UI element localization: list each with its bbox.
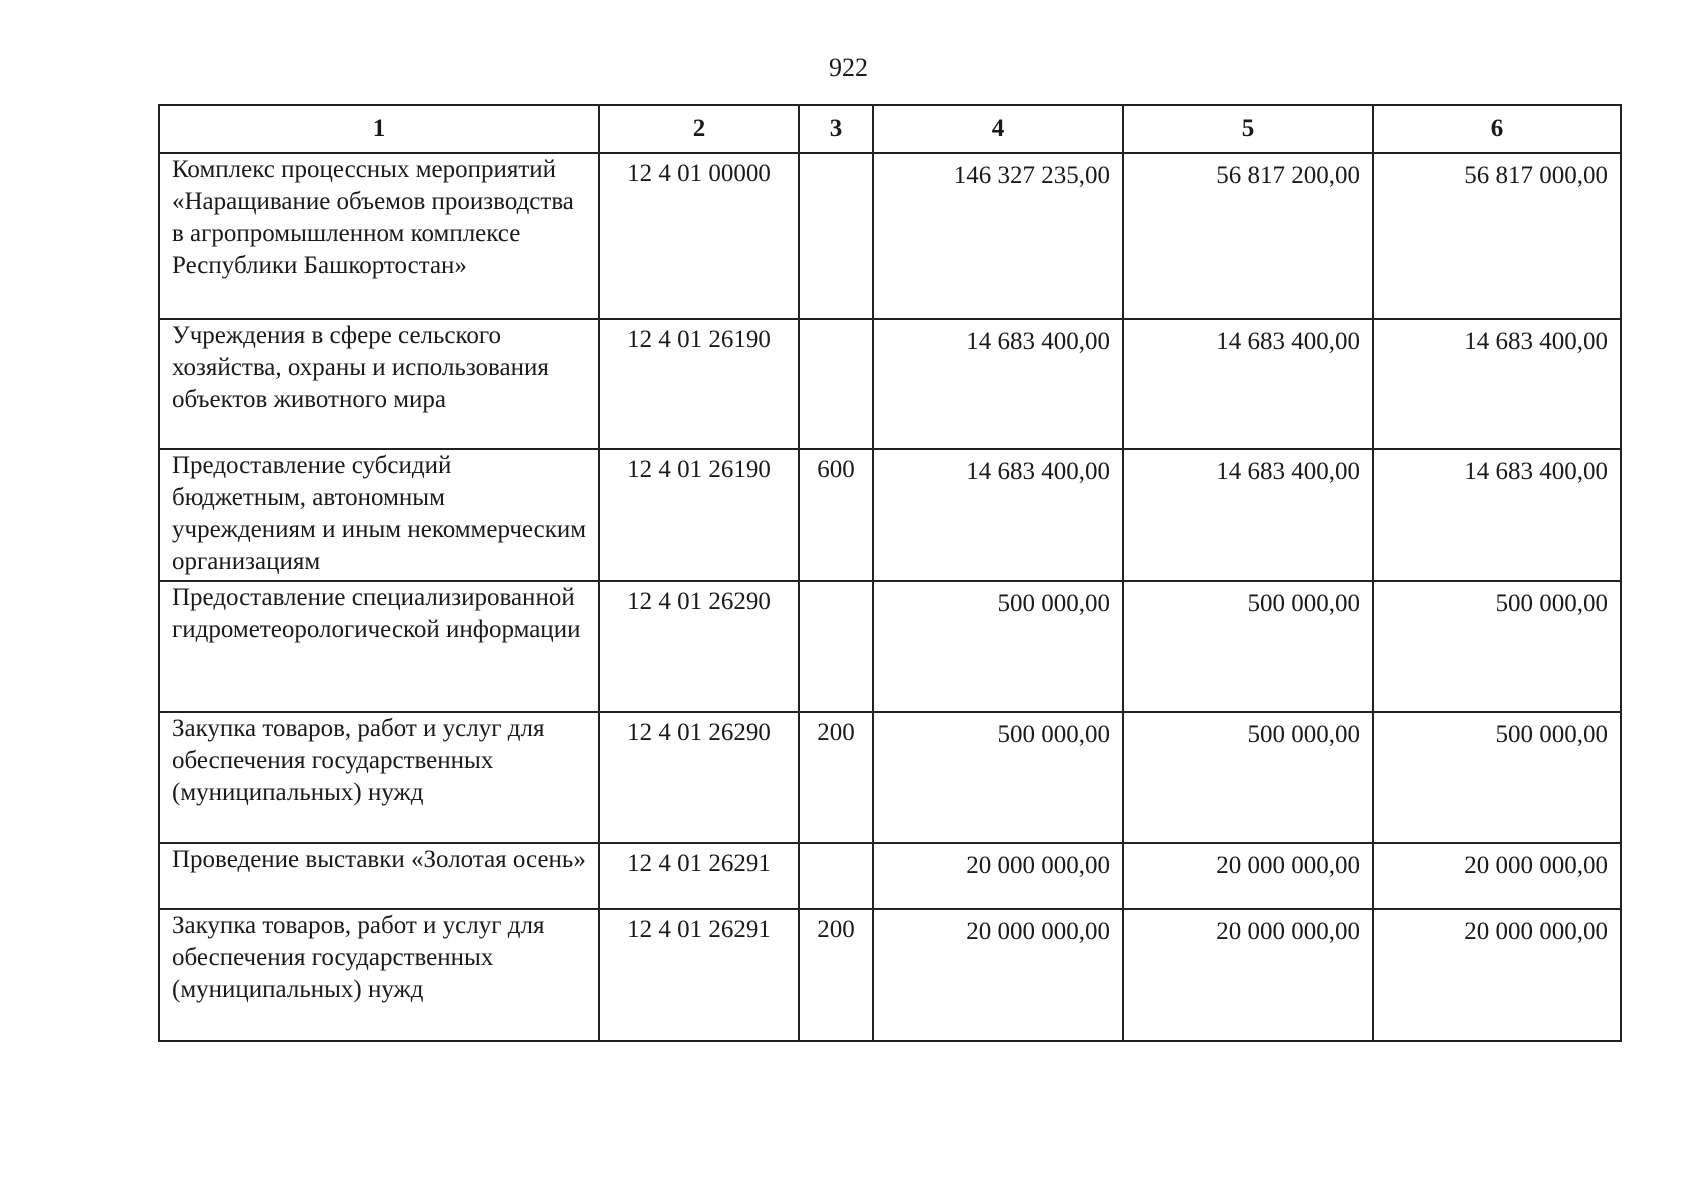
row-amount-2: 500 000,00 <box>1123 581 1373 712</box>
row-amount-1: 146 327 235,00 <box>873 153 1123 319</box>
row-amount-2: 56 817 200,00 <box>1123 153 1373 319</box>
column-header-6: 6 <box>1373 105 1621 153</box>
row-name-cell: Предоставление специализированной гидрометеорологической информации <box>159 581 599 712</box>
table-row <box>159 581 1621 712</box>
row-amount-2: 20 000 000,00 <box>1123 843 1373 909</box>
row-code-cell: 12 4 01 26291 <box>599 909 799 1041</box>
column-header-4: 4 <box>873 105 1123 153</box>
row-name-cell: Закупка товаров, работ и услуг для обеспечения государственных (муниципальных) нужд <box>159 712 599 843</box>
row-type-cell <box>799 319 873 449</box>
table-row <box>159 319 1621 449</box>
page-number: 922 <box>829 53 868 82</box>
row-amount-1: 20 000 000,00 <box>873 909 1123 1041</box>
row-code-cell: 12 4 01 00000 <box>599 153 799 319</box>
column-header-2: 2 <box>599 105 799 153</box>
table-header-row <box>159 105 1621 153</box>
row-type-cell <box>799 153 873 319</box>
row-type-cell: 600 <box>799 449 873 581</box>
row-code-cell: 12 4 01 26291 <box>599 843 799 909</box>
row-amount-2: 14 683 400,00 <box>1123 449 1373 581</box>
row-type-cell: 200 <box>799 712 873 843</box>
column-header-1: 1 <box>159 105 599 153</box>
row-type-cell <box>799 581 873 712</box>
row-code-cell: 12 4 01 26290 <box>599 581 799 712</box>
row-type-cell <box>799 843 873 909</box>
table-row <box>159 909 1621 1041</box>
row-amount-3: 14 683 400,00 <box>1373 319 1621 449</box>
row-amount-3: 14 683 400,00 <box>1373 449 1621 581</box>
row-code-cell: 12 4 01 26190 <box>599 449 799 581</box>
table-row <box>159 712 1621 843</box>
row-amount-3: 56 817 000,00 <box>1373 153 1621 319</box>
table-row <box>159 153 1621 319</box>
row-code-cell: 12 4 01 26190 <box>599 319 799 449</box>
row-amount-1: 20 000 000,00 <box>873 843 1123 909</box>
row-name-cell: Закупка товаров, работ и услуг для обеспечения государственных (муниципальных) нужд <box>159 909 599 1041</box>
row-name-cell: Предоставление субсидий бюджетным, автономным учреждениям и иным некоммерческим организациям <box>159 449 599 581</box>
column-header-5: 5 <box>1123 105 1373 153</box>
table-row <box>159 449 1621 581</box>
row-amount-3: 500 000,00 <box>1373 712 1621 843</box>
row-amount-2: 14 683 400,00 <box>1123 319 1373 449</box>
row-name-cell: Проведение выставки «Золотая осень» <box>159 843 599 909</box>
row-amount-3: 500 000,00 <box>1373 581 1621 712</box>
budget-table <box>158 104 1622 1042</box>
row-amount-1: 500 000,00 <box>873 712 1123 843</box>
row-code-cell: 12 4 01 26290 <box>599 712 799 843</box>
row-name-cell: Учреждения в сфере сельского хозяйства, охраны и использования объектов животного мира <box>159 319 599 449</box>
row-amount-3: 20 000 000,00 <box>1373 909 1621 1041</box>
table-row <box>159 843 1621 909</box>
row-name-cell: Комплекс процессных мероприятий «Наращивание объемов производства в агропромышленном комплексе Республики Башкортостан» <box>159 153 599 319</box>
row-amount-1: 500 000,00 <box>873 581 1123 712</box>
row-type-cell: 200 <box>799 909 873 1041</box>
column-header-3: 3 <box>799 105 873 153</box>
row-amount-1: 14 683 400,00 <box>873 449 1123 581</box>
row-amount-1: 14 683 400,00 <box>873 319 1123 449</box>
row-amount-3: 20 000 000,00 <box>1373 843 1621 909</box>
row-amount-2: 20 000 000,00 <box>1123 909 1373 1041</box>
row-amount-2: 500 000,00 <box>1123 712 1373 843</box>
